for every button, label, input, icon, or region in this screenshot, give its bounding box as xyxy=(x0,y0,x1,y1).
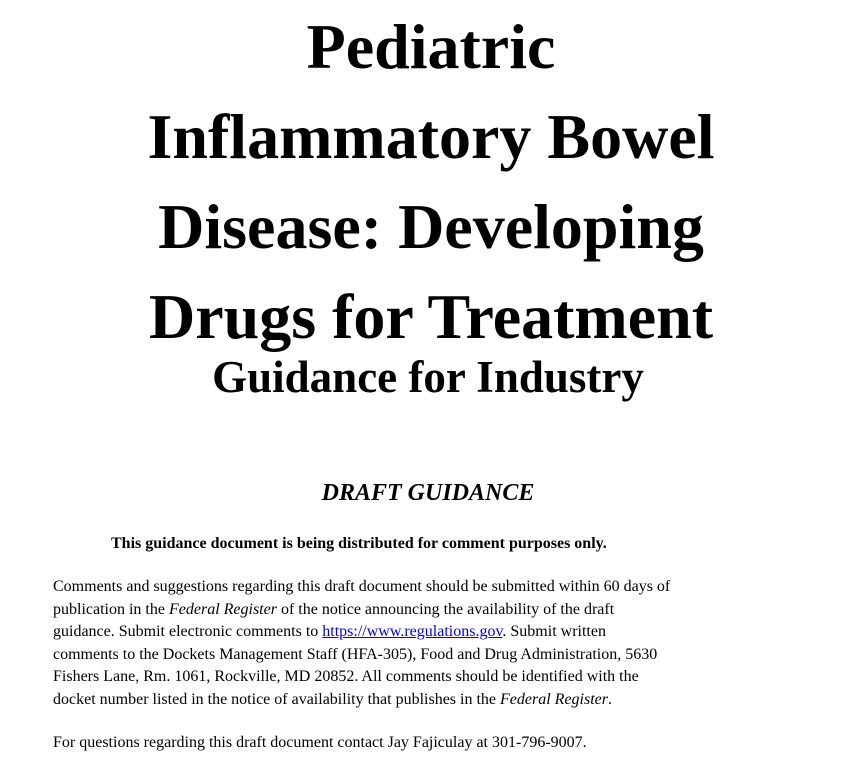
comments-paragraph xyxy=(53,576,813,712)
title-line-2: Inflammatory Bowel xyxy=(147,101,715,172)
title-line-3: Disease: Developing xyxy=(158,191,704,262)
comments-line-2: publication in the Federal Register of the notice announcing the availability of the draft xyxy=(53,600,615,618)
draft-guidance-label: DRAFT GUIDANCE xyxy=(321,480,535,506)
document-subtitle: Guidance for Industry xyxy=(212,352,644,402)
federal-register-italic: Federal Register xyxy=(168,600,277,618)
comments-line-6: docket number listed in the notice of availability that publishes in the Federal Register. xyxy=(53,690,612,708)
comment-purposes-notice: This guidance document is being distributed for comment purposes only. xyxy=(111,535,607,552)
regulations-gov-link[interactable]: https://www.regulations.gov xyxy=(322,623,503,641)
document-title xyxy=(0,2,862,362)
title-line-4: Drugs for Treatment xyxy=(148,281,714,352)
title-line-1: Pediatric xyxy=(306,11,556,82)
comments-line-4: comments to the Dockets Management Staff (HFA-305), Food and Drug Administration, 5630 xyxy=(53,645,658,663)
comments-line-3: guidance. Submit electronic comments to https://www.regulations.gov. Submit written xyxy=(53,623,606,641)
federal-register-italic: Federal Register xyxy=(500,690,608,708)
contact-paragraph: For questions regarding this draft document contact Jay Fajiculay at 301-796-9007. xyxy=(53,734,587,751)
comments-line-5: Fishers Lane, Rm. 1061, Rockville, MD 20852. All comments should be identified with the xyxy=(53,668,639,686)
comments-line-1: Comments and suggestions regarding this draft document should be submitted within 60 days of xyxy=(53,578,671,595)
